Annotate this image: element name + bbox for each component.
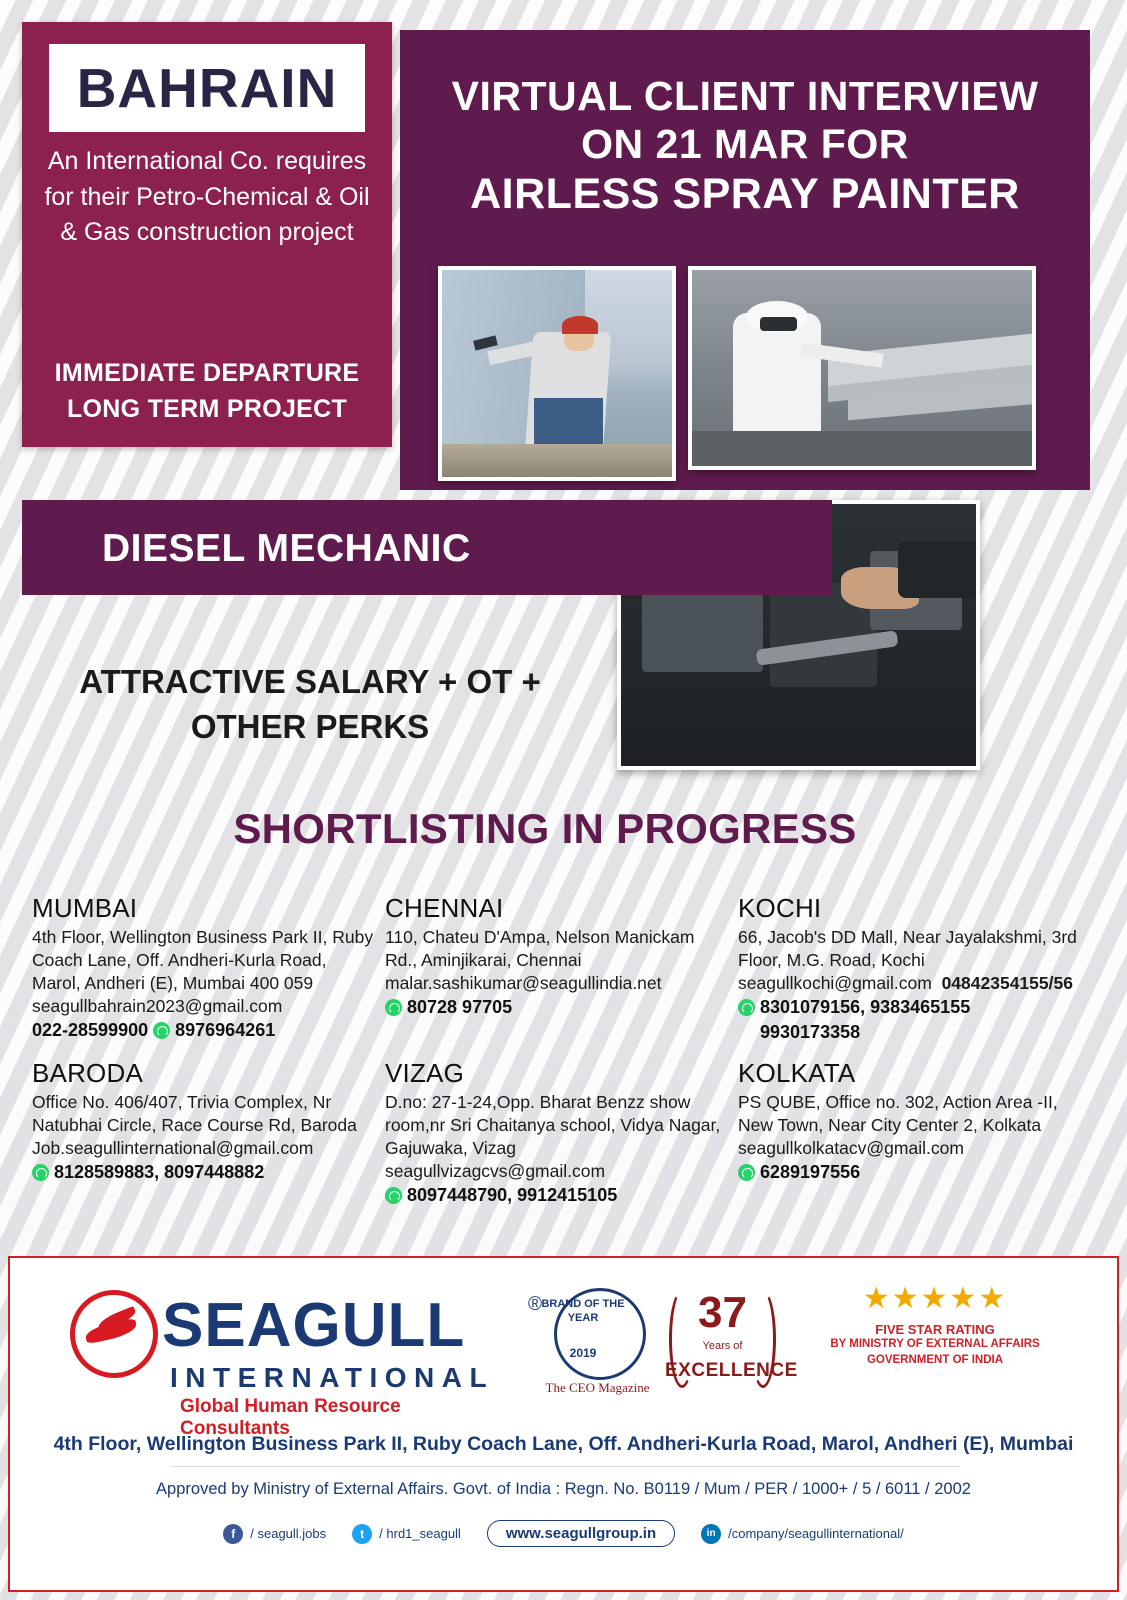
- office-email[interactable]: seagullkochi@gmail.com: [738, 973, 932, 994]
- badge-excellence-label: EXCELLENCE: [665, 1360, 798, 1381]
- bahrain-highlights: [40, 355, 374, 428]
- bahrain-description: An International Co. requires for their Petro-Chemical & Oil & Gas construction project: [44, 147, 370, 246]
- office-whatsapp[interactable]: 8097448790, 9912415105: [407, 1185, 618, 1206]
- footer-address: 4th Floor, Wellington Business Park II, Ruby Coach Lane, Off. Andheri-Kurla Road, Marol, Andheri (E), Mumbai: [53, 1433, 1074, 1455]
- office-phone-row[interactable]: [32, 1018, 375, 1042]
- banner-line-2: ON 21 MAR FOR: [581, 121, 909, 168]
- whatsapp-icon: [32, 1164, 49, 1181]
- offices-row-1: [32, 893, 1092, 1044]
- registered-mark: ®: [528, 1294, 542, 1315]
- office-baroda: [32, 1058, 385, 1208]
- offices-row-2: [32, 1058, 1092, 1208]
- badge-years-number: 37: [698, 1288, 747, 1337]
- office-kolkata: [738, 1058, 1091, 1208]
- twitter-link[interactable]: [352, 1524, 461, 1544]
- office-email[interactable]: malar.sashikumar@seagullindia.net: [385, 973, 662, 994]
- office-whatsapp[interactable]: 8128589883, 8097448882: [54, 1162, 265, 1183]
- office-whatsapp-2[interactable]: 9930173358: [760, 1021, 861, 1042]
- rating-line-3: GOVERNMENT OF INDIA: [866, 1353, 1004, 1366]
- office-chennai: [385, 893, 738, 1044]
- office-whatsapp[interactable]: 8301079156, 9383465155: [760, 997, 971, 1018]
- rating-line-1: FIVE STAR RATING: [875, 1322, 995, 1337]
- office-phone[interactable]: 022-28599900: [32, 1020, 149, 1041]
- facebook-icon: f: [223, 1524, 243, 1544]
- footer-divider: [170, 1466, 960, 1467]
- offices-grid: [32, 893, 1092, 1208]
- office-phone-row[interactable]: [738, 995, 1081, 1019]
- rating-line-2: BY MINISTRY OF EXTERNAL AFFAIRS: [830, 1338, 1040, 1350]
- footer-approval: Approved by Ministry of External Affairs. Govt. of India : Regn. No. B0119 / Mum / PER / 1000+ / 5 / 6011 / 2002: [156, 1480, 971, 1498]
- country-badge: [49, 44, 365, 132]
- brand-tagline: Global Human Resource Consultants: [180, 1396, 401, 1439]
- linkedin-icon: in: [701, 1524, 721, 1544]
- years-of-excellence-badge: [665, 1284, 798, 1402]
- five-star-rating-badge: [820, 1284, 1050, 1404]
- social-links: [10, 1520, 1117, 1547]
- office-city: KOLKATA: [738, 1057, 856, 1088]
- office-address: Office No. 406/407, Trivia Complex, Nr Natubhai Circle, Race Course Rd, Baroda: [32, 1091, 357, 1135]
- brand-name: SEAGULL: [162, 1291, 466, 1360]
- office-phone[interactable]: 04842354155/56: [941, 973, 1073, 994]
- office-city: VIZAG: [385, 1057, 465, 1088]
- office-address: D.no: 27-1-24,Opp. Bharat Benzz show room,nr Sri Chaitanya school, Vidya Nagar, Gajuwaka, Vizag: [385, 1091, 721, 1159]
- footer: [8, 1256, 1119, 1592]
- linkedin-handle[interactable]: /company/seagullinternational/: [728, 1526, 904, 1541]
- whatsapp-icon: [153, 1022, 170, 1039]
- office-city: CHENNAI: [385, 893, 504, 923]
- salary-text: ATTRACTIVE SALARY + OT + OTHER PERKS: [79, 663, 541, 745]
- brand-subtitle: INTERNATIONAL: [170, 1362, 495, 1393]
- office-phone-row[interactable]: [738, 1160, 1081, 1184]
- long-term-project-text: LONG TERM PROJECT: [66, 395, 348, 424]
- office-whatsapp-row-2[interactable]: [738, 1020, 1081, 1044]
- office-city: KOCHI: [738, 893, 822, 923]
- immediate-departure-text: IMMEDIATE DEPARTURE: [54, 359, 360, 387]
- office-phone-row[interactable]: [32, 1160, 375, 1184]
- office-email[interactable]: seagullkolkatacv@gmail.com: [738, 1138, 964, 1159]
- photo-spray-painter-wall: [438, 266, 676, 481]
- office-email[interactable]: seagullvizagcvs@gmail.com: [385, 1161, 606, 1182]
- office-city: MUMBAI: [32, 893, 138, 923]
- brand-of-the-year-badge: [540, 1288, 655, 1400]
- linkedin-link[interactable]: [701, 1524, 904, 1544]
- banner-line-1: VIRTUAL CLIENT INTERVIEW: [451, 73, 1039, 119]
- whatsapp-icon: [385, 999, 402, 1016]
- office-phone-row[interactable]: [385, 1183, 728, 1207]
- whatsapp-icon: [738, 999, 755, 1016]
- badge-ceo-magazine: The CEO Magazine: [545, 1380, 650, 1395]
- seagull-bird-icon: [70, 1290, 158, 1378]
- diesel-mechanic-bar: [22, 500, 832, 595]
- country-label: BAHRAIN: [76, 57, 338, 119]
- office-vizag: [385, 1058, 738, 1208]
- banner-line-3: AIRLESS SPRAY PAINTER: [470, 169, 1020, 218]
- office-phone-row[interactable]: [385, 995, 728, 1019]
- badge-ceo-year: 2019: [569, 1346, 597, 1360]
- office-address: 66, Jacob's DD Mall, Near Jayalakshmi, 3rd Floor, M.G. Road, Kochi: [738, 927, 1077, 971]
- stars-icon: ★★★★★: [862, 1282, 1008, 1315]
- office-mumbai: [32, 893, 385, 1044]
- office-city: BARODA: [32, 1057, 144, 1088]
- office-address: PS QUBE, Office no. 302, Action Area -II, New Town, Near City Center 2, Kolkata: [738, 1091, 1058, 1135]
- office-kochi: [738, 893, 1091, 1044]
- whatsapp-icon: [738, 1164, 755, 1181]
- seagull-logo: [70, 1284, 542, 1439]
- diesel-mechanic-label: DIESEL MECHANIC: [102, 527, 471, 570]
- facebook-link[interactable]: [223, 1524, 326, 1544]
- office-whatsapp[interactable]: 80728 97705: [407, 997, 513, 1018]
- bahrain-panel: [22, 22, 392, 447]
- badge-ceo-title: BRAND OF THE YEAR: [541, 1298, 625, 1324]
- twitter-icon: t: [352, 1524, 372, 1544]
- shortlisting-status: SHORTLISTING IN PROGRESS: [233, 805, 857, 852]
- twitter-handle[interactable]: / hrd1_seagull: [379, 1526, 461, 1541]
- photo-industrial-painter-beams: [688, 266, 1036, 470]
- facebook-handle[interactable]: / seagull.jobs: [250, 1526, 327, 1541]
- office-whatsapp[interactable]: 6289197556: [760, 1162, 861, 1183]
- banner-heading: [400, 72, 1090, 219]
- whatsapp-icon: [385, 1187, 402, 1204]
- office-email[interactable]: Job.seagullinternational@gmail.com: [32, 1138, 314, 1159]
- website-link[interactable]: www.seagullgroup.in: [487, 1520, 675, 1547]
- office-email[interactable]: seagullbahrain2023@gmail.com: [32, 996, 283, 1017]
- office-address: 110, Chateu D'Ampa, Nelson Manickam Rd., Aminjikarai, Chennai: [385, 927, 695, 971]
- office-whatsapp[interactable]: 8976964261: [175, 1020, 276, 1041]
- badge-years-label: Years of: [702, 1340, 743, 1352]
- office-address: 4th Floor, Wellington Business Park II, Ruby Coach Lane, Off. Andheri-Kurla Road, Marol, Andheri (E), Mumbai 400 059: [32, 927, 374, 994]
- office-email-phone[interactable]: [738, 972, 1081, 995]
